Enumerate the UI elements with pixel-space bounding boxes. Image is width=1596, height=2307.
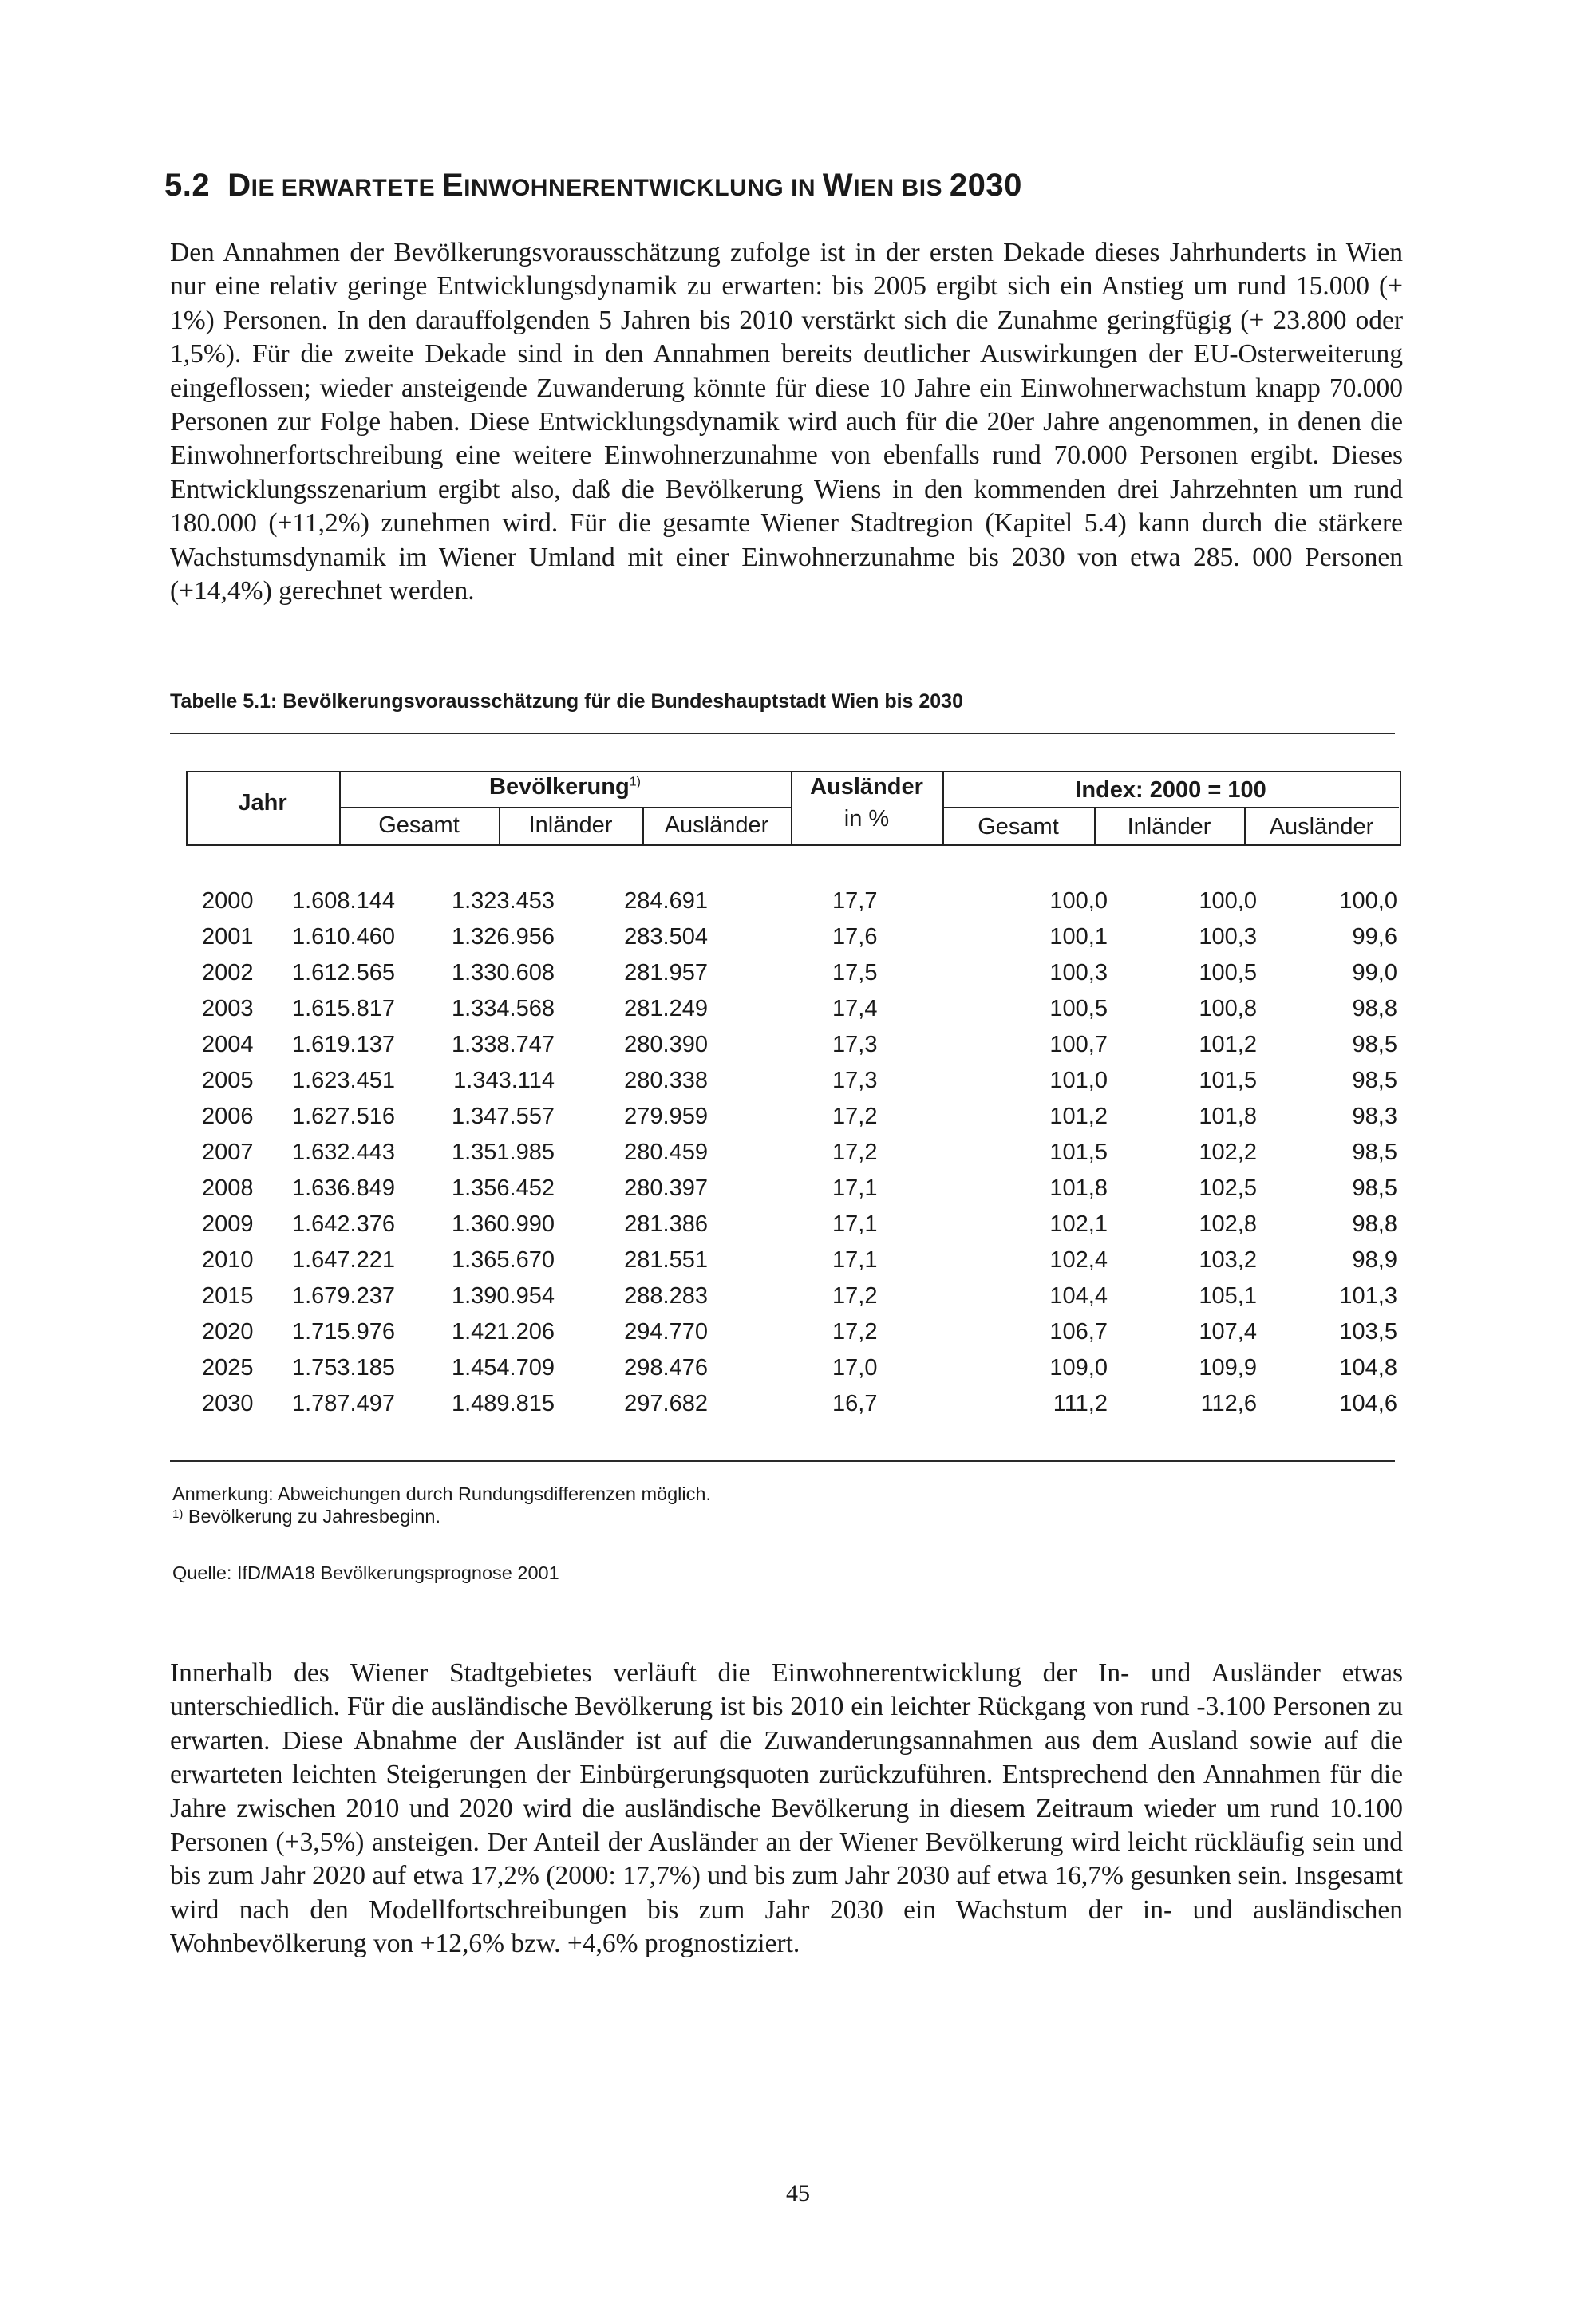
cell-index-gesamt: 101,5 [1049, 1140, 1108, 1165]
cell-auslaender: 280.338 [624, 1068, 708, 1093]
cell-pct: 17,4 [832, 996, 878, 1021]
table-footnote [172, 1505, 1290, 1527]
cell-index-inlaender: 101,5 [1199, 1068, 1257, 1093]
cell-index-inlaender: 102,2 [1199, 1140, 1257, 1165]
cell-gesamt: 1.679.237 [291, 1283, 395, 1309]
cell-index-gesamt: 100,5 [1049, 996, 1108, 1021]
col-jahr: Jahr [238, 790, 287, 816]
page-number: 45 [786, 2180, 810, 2206]
cell-index-inlaender: 109,9 [1199, 1355, 1257, 1381]
cell-index-gesamt: 100,7 [1049, 1032, 1108, 1057]
table-caption: Tabelle 5.1: Bevölkerungsvorausschätzung für die Bundeshauptstadt Wien bis 2030 [170, 690, 963, 713]
cell-index-auslaender: 98,5 [1352, 1032, 1397, 1057]
cell-gesamt: 1.615.817 [291, 996, 395, 1021]
col-gesamt: Gesamt [378, 812, 460, 838]
cell-index-gesamt: 101,8 [1049, 1175, 1108, 1201]
cell-auslaender: 280.459 [624, 1140, 708, 1165]
cell-index-inlaender: 100,8 [1199, 996, 1257, 1021]
cell-inlaender: 1.360.990 [451, 1211, 555, 1237]
cell-index-auslaender: 98,3 [1352, 1104, 1397, 1129]
cell-inlaender: 1.334.568 [451, 996, 555, 1021]
cell-pct: 17,1 [832, 1247, 878, 1273]
cell-auslaender: 280.397 [624, 1175, 708, 1201]
table-top-rule [170, 733, 1395, 734]
cell-jahr: 2003 [202, 996, 254, 1021]
cell-inlaender: 1.421.206 [451, 1319, 555, 1345]
cell-pct: 17,2 [832, 1319, 878, 1345]
cell-jahr: 2020 [202, 1319, 254, 1345]
cell-index-gesamt: 102,1 [1049, 1211, 1108, 1237]
cell-gesamt: 1.627.516 [291, 1104, 395, 1129]
cell-index-inlaender: 102,5 [1199, 1175, 1257, 1201]
heading-part: 2030 [949, 168, 1022, 203]
cell-auslaender: 298.476 [624, 1355, 708, 1381]
cell-inlaender: 1.347.557 [451, 1104, 555, 1129]
cell-jahr: 2025 [202, 1355, 254, 1381]
table-notes [172, 1483, 1290, 1527]
table-row [186, 1319, 1400, 1354]
cell-gesamt: 1.753.185 [291, 1355, 395, 1381]
cell-index-auslaender: 100,0 [1339, 888, 1397, 914]
table-row [186, 1283, 1400, 1318]
cell-inlaender: 1.351.985 [451, 1140, 555, 1165]
cell-pct: 17,1 [832, 1211, 878, 1237]
cell-inlaender: 1.338.747 [451, 1032, 555, 1057]
cell-index-auslaender: 104,6 [1339, 1391, 1397, 1416]
second-paragraph: Innerhalb des Wiener Stadtgebietes verläuft die Einwohnerentwicklung der In- und Ausländer etwas unterschiedlich. Für die ausländische Bevölkerung ist bis 2010 ein leichter Rückgang von rund -3.100 Personen zu erwarten. Diese Abnahme der Ausländer ist auf die Zuwanderungsannahmen aus dem Ausland sowie auf die erwarteten leichten Steigerungen der Einbürgerungsquoten zurückzuführen. Entsprechend den Annahmen für die Jahre zwischen 2010 und 2020 wird die ausländische Bevölkerung in diesem Zeitraum wieder um rund 10.100 Personen (+3,5%) ansteigen. Der Anteil der Ausländer an der Wiener Bevölkerung wird leicht rückläufig sein und bis zum Jahr 2020 auf etwa 17,2% (2000: 17,7%) und bis zum Jahr 2030 auf etwa 16,7% gesunken sein. Insgesamt wird nach den Modellfortschreibungen bis zum Jahr 2030 ein Wachstum der in- und ausländischen Wohnbevölkerung von +12,6% bzw. +4,6% prognostiziert. [170, 1658, 1403, 1959]
cell-inlaender: 1.365.670 [451, 1247, 555, 1273]
table-row [186, 1247, 1400, 1282]
cell-index-auslaender: 98,5 [1352, 1175, 1397, 1201]
cell-index-auslaender: 98,8 [1352, 996, 1397, 1021]
footnote-marker: 1) [629, 775, 641, 789]
heading-part: W [822, 168, 854, 203]
cell-auslaender: 279.959 [624, 1104, 708, 1129]
cell-index-inlaender: 107,4 [1199, 1319, 1257, 1345]
cell-index-gesamt: 100,0 [1049, 888, 1108, 914]
cell-auslaender: 281.386 [624, 1211, 708, 1237]
cell-index-gesamt: 102,4 [1049, 1247, 1108, 1273]
table-row [186, 1140, 1400, 1175]
cell-jahr: 2006 [202, 1104, 254, 1129]
cell-jahr: 2005 [202, 1068, 254, 1093]
table-row [186, 1355, 1400, 1390]
cell-pct: 17,0 [832, 1355, 878, 1381]
cell-gesamt: 1.632.443 [291, 1140, 395, 1165]
cell-index-auslaender: 101,3 [1339, 1283, 1397, 1309]
cell-jahr: 2010 [202, 1247, 254, 1273]
header-divider [339, 807, 791, 808]
cell-index-inlaender: 102,8 [1199, 1211, 1257, 1237]
cell-inlaender: 1.454.709 [451, 1355, 555, 1381]
cell-index-gesamt: 106,7 [1049, 1319, 1108, 1345]
cell-auslaender: 281.957 [624, 960, 708, 986]
cell-index-inlaender: 100,5 [1199, 960, 1257, 986]
cell-gesamt: 1.612.565 [291, 960, 395, 986]
cell-pct: 17,2 [832, 1140, 878, 1165]
cell-inlaender: 1.323.453 [451, 888, 555, 914]
cell-jahr: 2015 [202, 1283, 254, 1309]
table-header [186, 771, 1400, 844]
cell-auslaender: 294.770 [624, 1319, 708, 1345]
cell-gesamt: 1.636.849 [291, 1175, 395, 1201]
cell-pct: 17,5 [832, 960, 878, 986]
cell-index-inlaender: 103,2 [1199, 1247, 1257, 1273]
heading-part: E [441, 168, 464, 203]
cell-auslaender: 281.249 [624, 996, 708, 1021]
heading-part: INWOHNERENTWICKLUNG IN [464, 175, 823, 201]
col-group-index: Index: 2000 = 100 [1075, 777, 1266, 803]
cell-gesamt: 1.715.976 [291, 1319, 395, 1345]
cell-gesamt: 1.787.497 [291, 1391, 395, 1416]
footnote-text: Bevölkerung zu Jahresbeginn. [188, 1506, 441, 1527]
cell-index-gesamt: 109,0 [1049, 1355, 1108, 1381]
table-row [186, 996, 1400, 1031]
heading-part: IE ERWARTETE [251, 175, 442, 201]
cell-pct: 17,2 [832, 1104, 878, 1129]
table-row [186, 1175, 1400, 1211]
table-row [186, 1032, 1400, 1067]
cell-inlaender: 1.390.954 [451, 1283, 555, 1309]
cell-pct: 17,7 [832, 888, 878, 914]
table-row [186, 888, 1400, 923]
cell-inlaender: 1.326.956 [451, 924, 555, 950]
cell-index-inlaender: 101,8 [1199, 1104, 1257, 1129]
cell-index-gesamt: 100,1 [1049, 924, 1108, 950]
cell-gesamt: 1.619.137 [291, 1032, 395, 1057]
cell-index-auslaender: 98,5 [1352, 1068, 1397, 1093]
section-heading [164, 168, 1425, 203]
cell-index-gesamt: 104,4 [1049, 1283, 1108, 1309]
cell-auslaender: 284.691 [624, 888, 708, 914]
cell-index-auslaender: 104,8 [1339, 1355, 1397, 1381]
table-note: Anmerkung: Abweichungen durch Rundungsdifferenzen möglich. [172, 1483, 711, 1504]
cell-pct: 17,3 [832, 1032, 878, 1057]
cell-jahr: 2004 [202, 1032, 254, 1057]
cell-pct: 17,1 [832, 1175, 878, 1201]
cell-jahr: 2009 [202, 1211, 254, 1237]
cell-pct: 16,7 [832, 1391, 878, 1416]
col-auslaender-pct-line1: Ausländer [810, 774, 923, 800]
cell-index-auslaender: 99,0 [1352, 960, 1397, 986]
cell-index-auslaender: 98,8 [1352, 1211, 1397, 1237]
cell-index-gesamt: 101,0 [1049, 1068, 1108, 1093]
cell-index-auslaender: 98,5 [1352, 1140, 1397, 1165]
cell-inlaender: 1.330.608 [451, 960, 555, 986]
cell-index-inlaender: 112,6 [1200, 1391, 1257, 1416]
heading-part: IEN BIS [853, 175, 950, 201]
cell-index-auslaender: 98,9 [1352, 1247, 1397, 1273]
table-source: Quelle: IfD/MA18 Bevölkerungsprognose 2001 [172, 1562, 559, 1583]
cell-jahr: 2002 [202, 960, 254, 986]
cell-gesamt: 1.623.451 [291, 1068, 395, 1093]
cell-auslaender: 283.504 [624, 924, 708, 950]
table-row [186, 1068, 1400, 1103]
table-row [186, 1211, 1400, 1246]
cell-index-auslaender: 99,6 [1352, 924, 1397, 950]
cell-jahr: 2000 [202, 888, 254, 914]
cell-index-gesamt: 101,2 [1049, 1104, 1108, 1129]
col-group-label: Bevölkerung [489, 774, 630, 800]
cell-inlaender: 1.489.815 [451, 1391, 555, 1416]
col-auslaender: Ausländer [664, 812, 769, 838]
cell-index-inlaender: 100,0 [1199, 888, 1257, 914]
table-row [186, 924, 1400, 959]
cell-pct: 17,6 [832, 924, 878, 950]
cell-jahr: 2008 [202, 1175, 254, 1201]
col-inlaender: Inländer [528, 812, 613, 838]
section-number: 5.2 [164, 168, 211, 203]
cell-gesamt: 1.608.144 [291, 888, 395, 914]
cell-index-auslaender: 103,5 [1339, 1319, 1397, 1345]
table-row [186, 960, 1400, 995]
cell-gesamt: 1.642.376 [291, 1211, 395, 1237]
heading-part: D [227, 168, 251, 203]
footnote-marker: 1) [172, 1507, 184, 1521]
cell-gesamt: 1.647.221 [291, 1247, 395, 1273]
cell-pct: 17,3 [832, 1068, 878, 1093]
table-bottom-rule [170, 1460, 1395, 1462]
intro-paragraph: Den Annahmen der Bevölkerungsvorausschätzung zufolge ist in der ersten Dekade dieses Jahrhunderts in Wien nur eine relativ geringe Entwicklungsdynamik zu erwarten: bis 2005 ergibt sich ein Anstieg um rund 15.000 (+ 1%) Personen. In den darauffolgenden 5 Jahren bis 2010 verstärkt sich die Zunahme geringfügig (+ 23.800 oder 1,5%). Für die zweite Dekade sind in den Annahmen bereits deutlicher Auswirkungen der EU-Osterweiterung eingeflossen; wieder ansteigende Zuwanderung könnte für diese 10 Jahre ein Einwohnerwachstum knapp 70.000 Personen zur Folge haben. Diese Entwicklungsdynamik wird auch für die 20er Jahre angenommen, in denen die Einwohnerfortschreibung eine weitere Einwohnerzunahme von ebenfalls rund 70.000 Personen ergibt. Dieses Entwicklungsszenarium ergibt also, daß die Bevölkerung Wiens in den kommenden drei Jahrzehnten um rund 180.000 (+11,2%) zunehmen wird. Für die gesamte Wiener Stadtregion (Kapitel 5.4) kann durch die stärkere Wachstumsdynamik im Wiener Umland mit einer Einwohnerzunahme bis 2030 von etwa 285. 000 Personen (+14,4%) gerechnet werden. [170, 238, 1403, 606]
cell-gesamt: 1.610.460 [291, 924, 395, 950]
cell-auslaender: 280.390 [624, 1032, 708, 1057]
cell-jahr: 2007 [202, 1140, 254, 1165]
cell-inlaender: 1.356.452 [451, 1175, 555, 1201]
cell-index-inlaender: 101,2 [1199, 1032, 1257, 1057]
col-index-inlaender: Inländer [1127, 814, 1211, 839]
cell-jahr: 2001 [202, 924, 254, 950]
col-index-auslaender: Ausländer [1269, 814, 1374, 839]
cell-index-gesamt: 100,3 [1049, 960, 1108, 986]
table-row [186, 1104, 1400, 1139]
cell-index-gesamt: 111,2 [1053, 1391, 1108, 1416]
col-auslaender-pct-line2: in % [843, 806, 890, 832]
cell-inlaender: 1.343.114 [453, 1068, 555, 1093]
cell-index-inlaender: 105,1 [1199, 1283, 1257, 1309]
cell-auslaender: 297.682 [624, 1391, 708, 1416]
cell-index-inlaender: 100,3 [1199, 924, 1257, 950]
cell-auslaender: 288.283 [624, 1283, 708, 1309]
col-index-gesamt: Gesamt [978, 814, 1059, 839]
col-group-bevoelkerung [339, 774, 791, 800]
cell-pct: 17,2 [832, 1283, 878, 1309]
table-row [186, 1391, 1400, 1426]
cell-auslaender: 281.551 [624, 1247, 708, 1273]
cell-jahr: 2030 [202, 1391, 254, 1416]
header-divider [942, 807, 1399, 808]
